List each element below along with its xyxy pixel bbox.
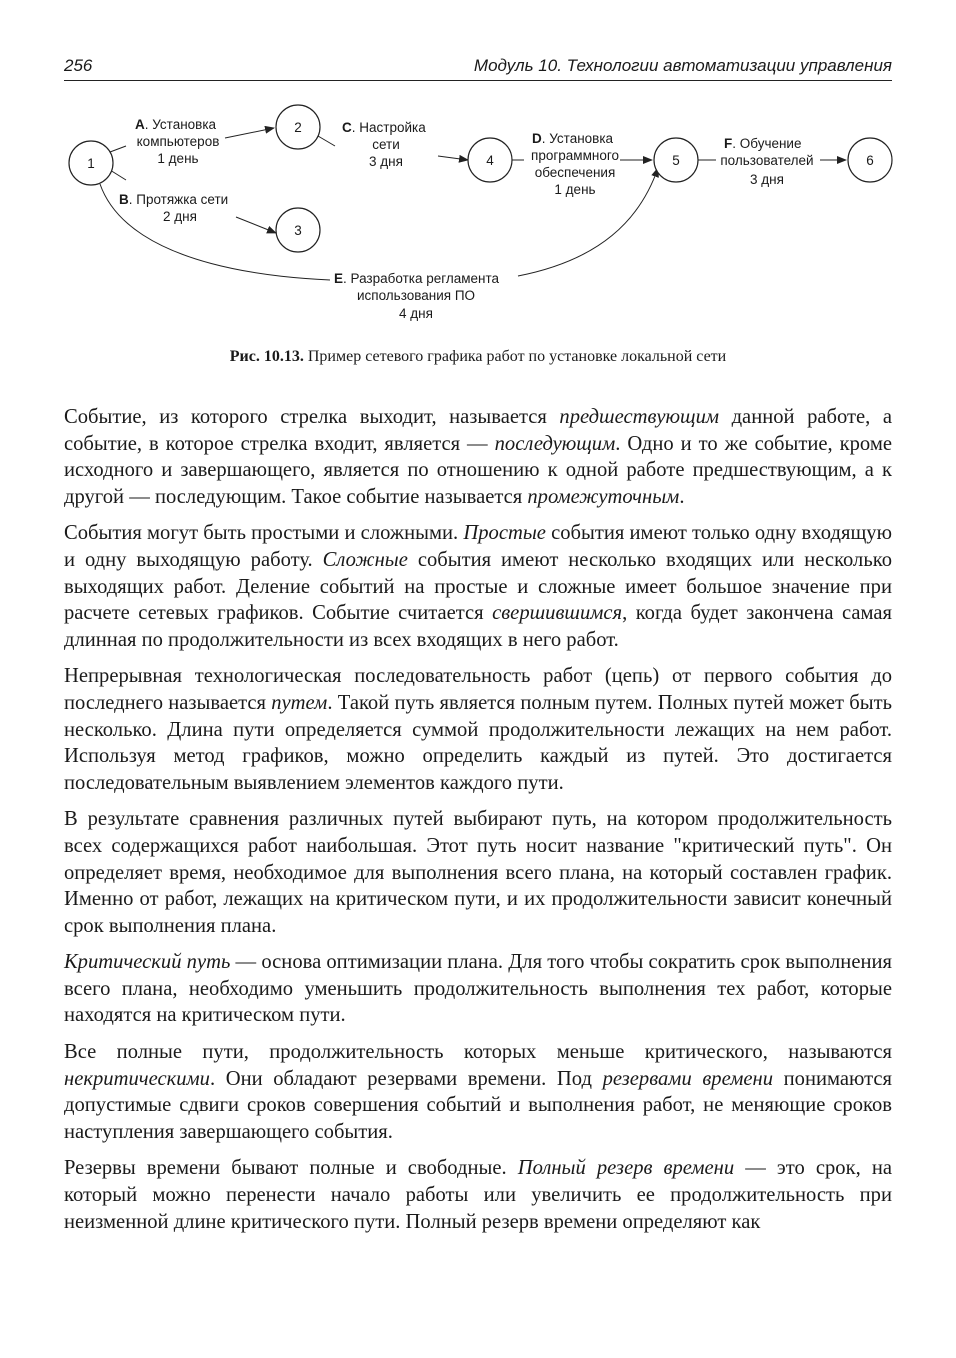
svg-text:4 дня: 4 дня — [399, 306, 433, 321]
event-node-6 — [848, 138, 892, 182]
edge-c-label — [342, 120, 426, 169]
edge-a-label — [135, 117, 219, 166]
svg-text:обеспечения: обеспечения — [534, 165, 616, 180]
svg-text:использования ПО: использования ПО — [356, 288, 476, 303]
svg-text:A. Установка: A. Установка — [135, 117, 217, 132]
svg-text:E. Разработка регламента: E. Разработка регламента — [334, 271, 500, 286]
edge-c-arrow-head — [438, 156, 468, 160]
event-node-2-label: 2 — [294, 120, 302, 135]
edge-b-arrow — [110, 170, 126, 180]
svg-text:3 дня: 3 дня — [750, 172, 784, 187]
event-node-6-label: 6 — [866, 153, 874, 168]
edge-c-arrow — [318, 136, 335, 146]
paragraph-4: В результате сравнения различных путей выбирают путь, на котором продолжительность всех содержащихся работ наибольшая. Этот путь носит название "критический путь". Он определяет время, необходимое для выполнения всего плана, на который составлен график. Именно от работ, лежащих на критическом пути, и их продолжительности зависит конечный срок выполнения плана. — [64, 808, 892, 937]
event-node-5 — [654, 138, 698, 182]
term: Сложные — [322, 548, 408, 571]
header-rule — [64, 80, 892, 81]
term: предшествующим — [559, 406, 720, 428]
paragraph-5: Критический путь — основа оптимизации плана. Для того чтобы сократить срок выполнения всего плана, необходимо уменьшить продолжительность выполнения тех работ, которые находятся на критическом пути. — [64, 951, 892, 1027]
event-node-3 — [276, 208, 320, 252]
term: Полный резерв времени — [517, 1157, 735, 1180]
svg-text:пользователей: пользователей — [720, 153, 814, 168]
paragraph-2: События могут быть простыми и сложными. Простые события имеют только одну входящую и одну выходящую работу. Сложные события имеют несколько входящих или несколько выходящих работ. Деление событий на простые и сложные имеет большое значение при расчете сетевых графиков. Событие считается свершившимся, когда будет закончена самая длинная по продолжительности из всех входящих в него работ. — [64, 522, 892, 651]
term: последующим — [494, 432, 616, 455]
network-diagram — [40, 100, 916, 330]
term: Простые — [463, 522, 546, 545]
svg-text:F. Обучение: F. Обучение — [724, 136, 802, 151]
term: резервами времени — [602, 1067, 774, 1090]
edge-b-label — [119, 192, 228, 224]
edge-f-label — [720, 136, 813, 187]
svg-text:C. Настройка: C. Настройка — [342, 120, 426, 135]
event-node-5-label: 5 — [672, 153, 680, 168]
body-text — [64, 404, 892, 1245]
paragraph-1: Событие, из которого стрелка выходит, называется предшествующим данной работе, а событие, в которое стрелка входит, является — последующим. Одно и то же событие, кроме исходного и завершающего, является по отношению к одной работе предшествующим, а к другой — последующим. Такое событие называется промежуточным. — [64, 406, 892, 508]
event-node-1 — [69, 141, 113, 185]
svg-text:программного: программного — [531, 148, 619, 163]
svg-text:сети: сети — [372, 137, 400, 152]
term: промежуточным — [527, 485, 680, 508]
figure-caption-text: Пример сетевого графика работ по установке локальной сети — [303, 348, 727, 365]
edge-b-arrow-head — [236, 217, 276, 233]
event-node-4-label: 4 — [486, 153, 494, 168]
svg-text:B. Протяжка сети: B. Протяжка сети — [119, 192, 229, 207]
edge-d-label — [531, 131, 619, 197]
edge-a-arrow — [110, 146, 126, 152]
paragraph-7: Резервы времени бывают полные и свободные. Полный резерв времени — это срок, на который можно перенести начало работы или увеличить ее продолжительность при неизменной длине критического пути. Полный резерв времени определяют как — [64, 1157, 892, 1233]
chapter-title: Модуль 10. Технологии автоматизации управления — [473, 56, 892, 75]
running-header — [64, 56, 892, 82]
paragraph-6: Все полные пути, продолжительность которых меньше критического, называются некритическими. Они обладают резервами времени. Под резервами времени понимаются допустимые сдвиги сроков совершения событий и выполнения работ, не меняющие сроков наступления завершающего события. — [64, 1041, 892, 1143]
term: свершившимся — [492, 602, 623, 625]
svg-text:3 дня: 3 дня — [369, 154, 403, 169]
term: некритическими — [64, 1067, 210, 1090]
svg-text:D. Установка: D. Установка — [532, 131, 614, 146]
figure-caption-label: Рис. 10.13. — [229, 348, 304, 365]
figure-caption — [64, 348, 892, 366]
svg-text:2 дня: 2 дня — [163, 209, 197, 224]
svg-text:1 день: 1 день — [554, 182, 596, 197]
event-node-3-label: 3 — [294, 223, 302, 238]
svg-text:компьютеров: компьютеров — [136, 134, 220, 149]
event-node-4 — [468, 138, 512, 182]
edge-a-arrow-head — [225, 128, 274, 138]
term: путем — [271, 691, 328, 714]
event-node-1-label: 1 — [87, 156, 95, 171]
svg-text:1 день: 1 день — [157, 151, 199, 166]
term: Критический путь — [64, 951, 231, 974]
edge-e-label — [334, 271, 500, 321]
event-node-2 — [276, 105, 320, 149]
page-number: 256 — [64, 56, 93, 75]
paragraph-3: Непрерывная технологическая последовательность работ (цепь) от первого события до последнего называется путем. Такой путь является полным путем. Полных путей может быть несколько. Длина пути определяется суммой продолжительности лежащих на нем работ. Используя метод графиков, можно определить каждый из путей. Это достигается последовательным выявлением элементов каждого пути. — [64, 665, 892, 794]
